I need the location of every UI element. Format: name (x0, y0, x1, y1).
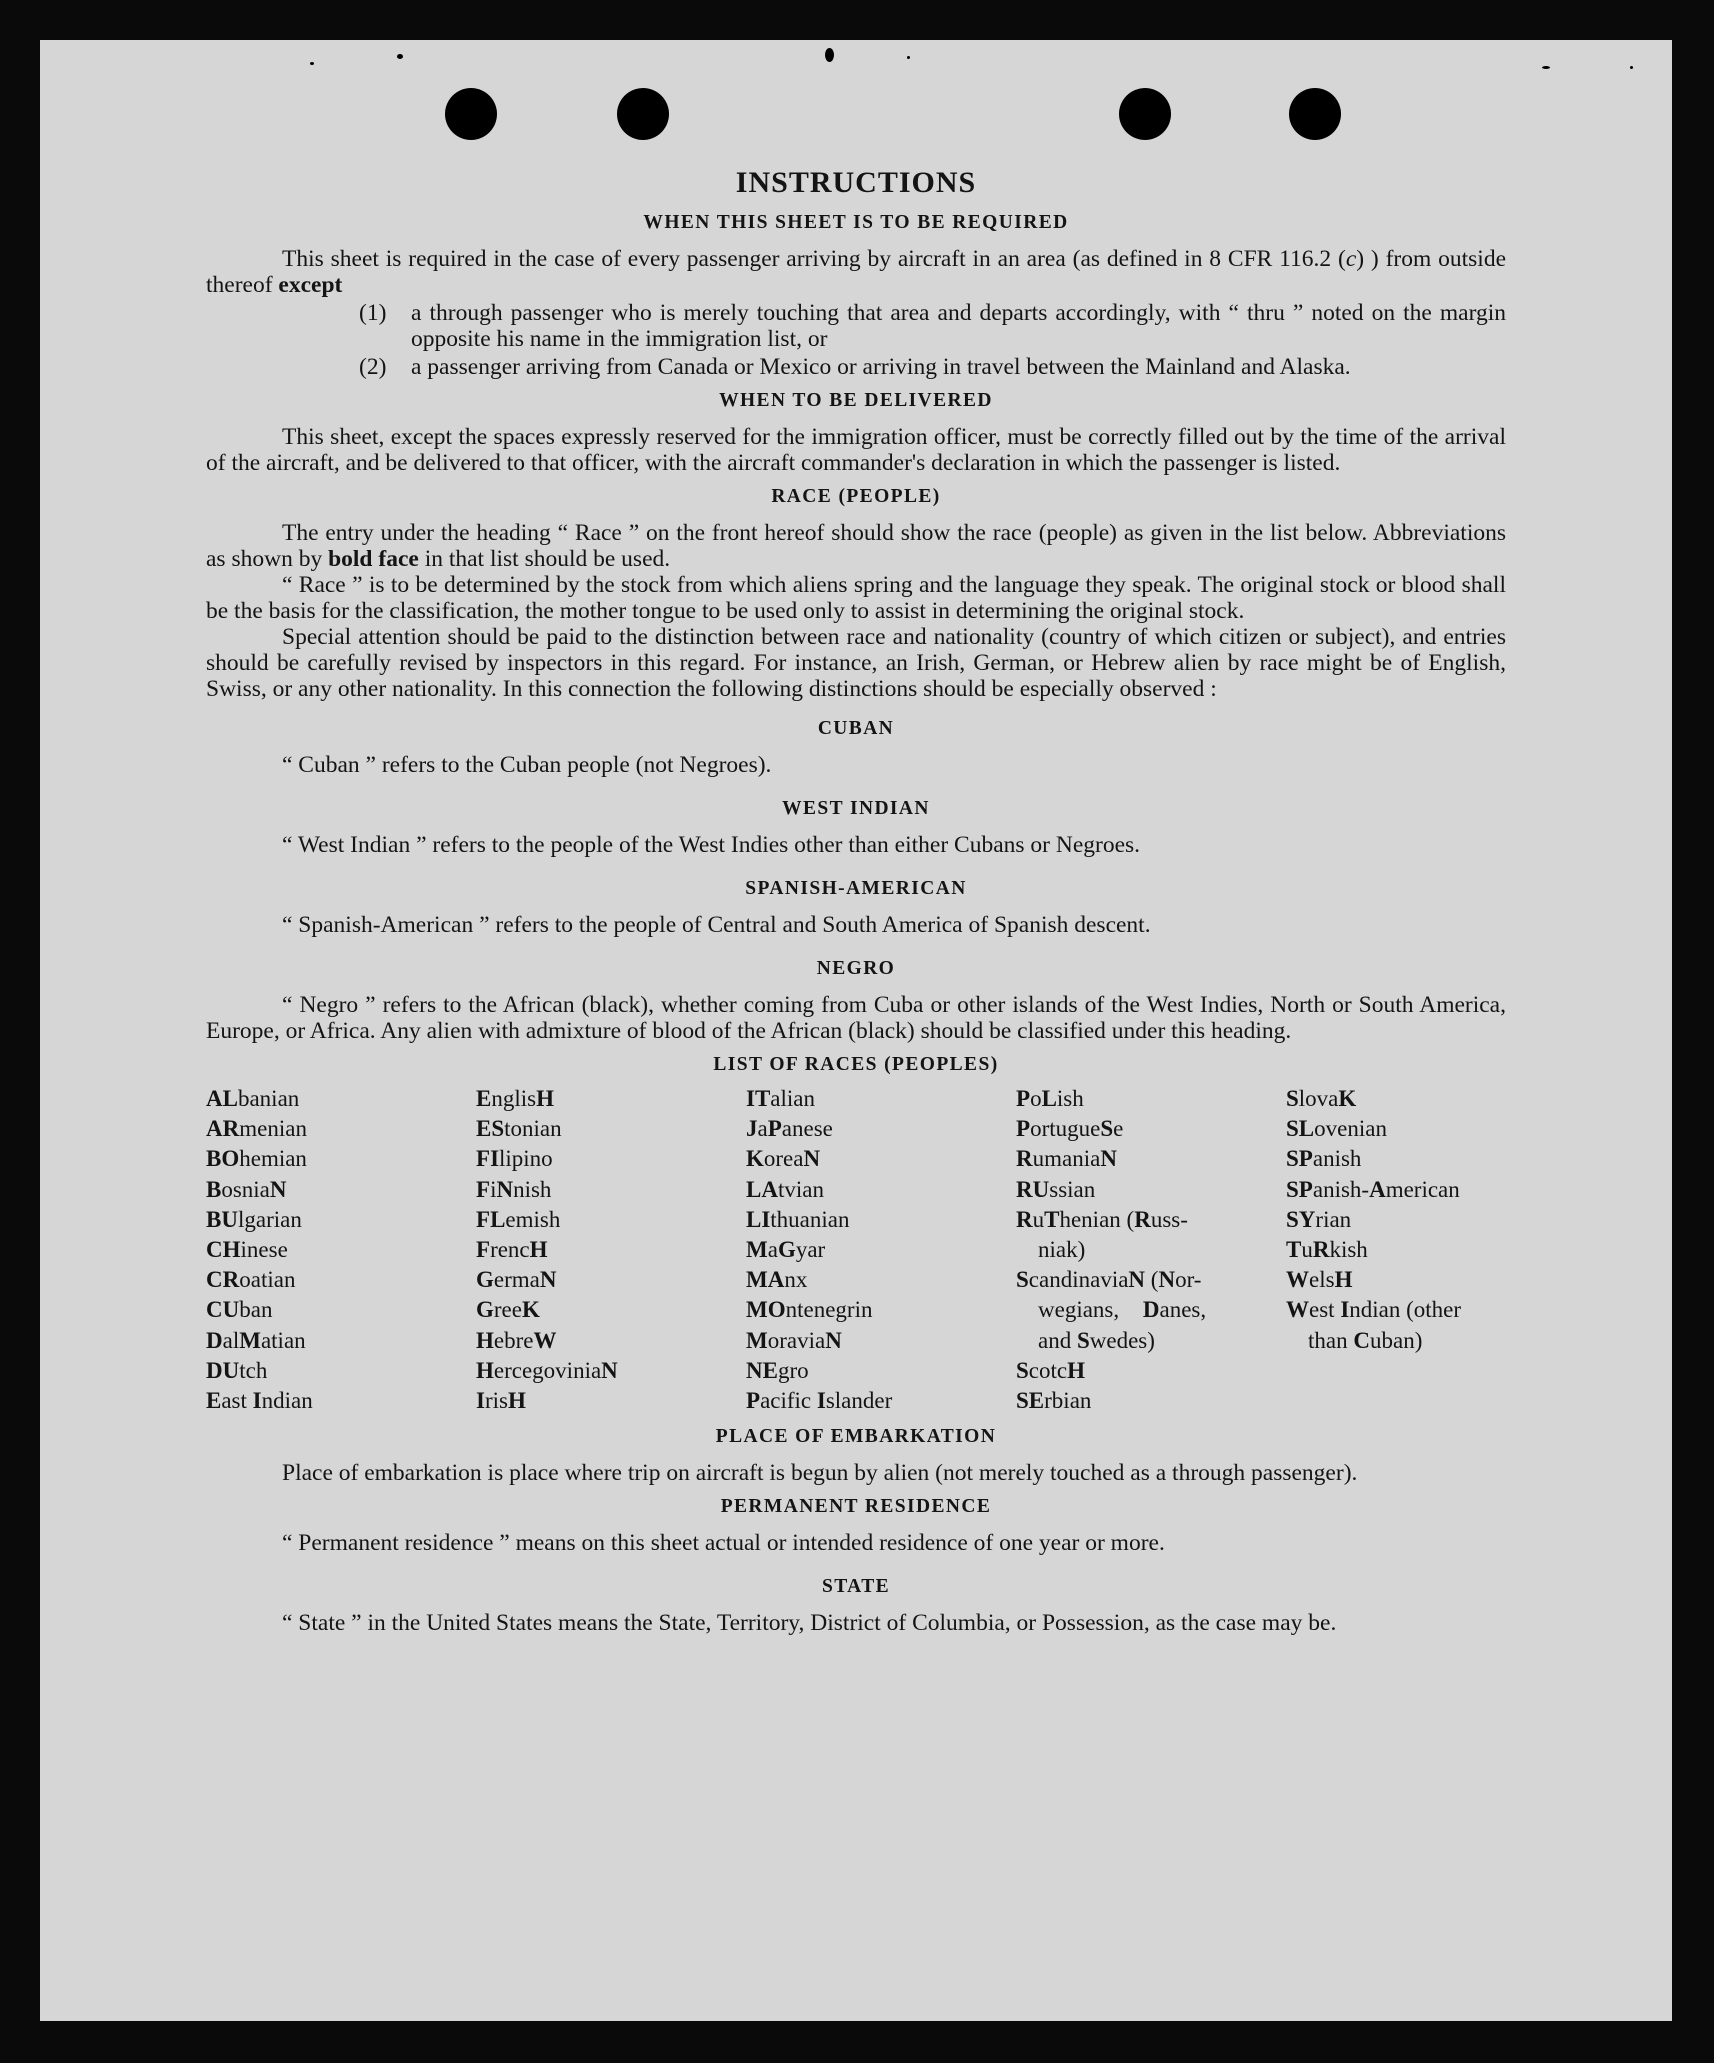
race-entry: JaPanese (746, 1116, 833, 1142)
punch-hole (1119, 88, 1171, 140)
intro-text: This sheet is required in the case of every passenger arriving by aircraft in an area (as defined in 8 CFR 116.2 ( (282, 246, 1346, 272)
race-entry: FiNnish (476, 1176, 552, 1202)
permanent-residence-text: “ Permanent residence ” means on this sheet actual or intended residence of one year or more. (282, 1530, 1165, 1557)
race-entry: East Indian (206, 1388, 313, 1414)
intro-italic: c (1345, 246, 1357, 272)
race-entry: Pacific Islander (746, 1388, 893, 1414)
race-entry: ITalian (746, 1086, 815, 1111)
race-entry: ARmenian (206, 1116, 307, 1142)
race-entry: GreeK (476, 1297, 540, 1323)
race-entry: KoreaN (746, 1146, 821, 1172)
race-entry: EnglisH (476, 1086, 554, 1111)
race-entry: LIthuanian (746, 1206, 850, 1232)
race-entry: DalMatian (206, 1327, 306, 1353)
race-entry: BosniaN (206, 1176, 287, 1202)
section-heading-cuban: CUBAN (817, 718, 895, 739)
list-item-text: a through passenger who is merely touching that area and departs accordingly, with “ thru ” noted on the margin opposite his name in the immigration list, or (411, 300, 1506, 352)
race-entry: CHinese (206, 1237, 288, 1263)
race-list-column (1286, 1084, 1506, 1416)
list-item (359, 354, 1506, 380)
race-p1-bold: bold face (328, 546, 419, 572)
race-paragraph-3: Special attention should be paid to the distinction between race and nationality (country of which citizen or subject), and entries should be carefully revised by inspectors in this regard. For instance, an Irish, German, or Hebrew alien by race might be of English, Swiss, or any other nationality. In this connection the following distinctions should be especially observed : (206, 624, 1506, 702)
section-heading-embarkation: PLACE OF EMBARKATION (715, 1426, 997, 1448)
race-entry: GermaN (476, 1267, 557, 1293)
race-list-grid (206, 1084, 1506, 1416)
race-entry: IrisH (476, 1388, 526, 1414)
section-heading-state: STATE (821, 1576, 891, 1598)
list-item-number: (2) (359, 354, 387, 380)
page-title: INSTRUCTIONS (735, 166, 977, 199)
negro-text: “ Negro ” refers to the African (black), whether coming from Cuba or other islands of the West Indies, North or South America, Europe, or Africa. Any alien with admixture of blood of the African (black) should be classified under this heading. (206, 992, 1506, 1044)
race-list-column (1016, 1084, 1286, 1416)
intro-text-end: ) ) from outside thereof (206, 246, 1507, 298)
section-heading-permanent-residence: PERMANENT RESIDENCE (720, 1496, 992, 1518)
race-entry: BOhemian (206, 1146, 307, 1172)
section-heading-negro: NEGRO (816, 958, 896, 979)
race-entry: SPanish-American (1286, 1176, 1460, 1202)
race-entry: HebreW (476, 1327, 557, 1353)
race-entry-continuation: niak) (1038, 1237, 1086, 1263)
race-entry: PoLish (1016, 1086, 1084, 1111)
list-item-number: (1) (359, 300, 387, 326)
race-entry-continuation: than Cuban) (1308, 1327, 1423, 1353)
race-entry: RUssian (1016, 1176, 1096, 1202)
race-entry: RumaniaN (1016, 1146, 1117, 1172)
race-entry: MOntenegrin (746, 1297, 873, 1323)
race-entry: ScotcH (1016, 1357, 1085, 1383)
section-heading-list-of-races: LIST OF RACES (PEOPLES) (713, 1054, 999, 1075)
race-entry: CUban (206, 1297, 273, 1323)
race-list-column (206, 1084, 476, 1416)
race-list-column (476, 1084, 746, 1416)
when-required-intro (206, 246, 1506, 298)
race-entry-continuation: wegians, Danes, (1038, 1297, 1207, 1323)
section-heading-spanish-american: SPANISH-AMERICAN (745, 878, 967, 899)
race-entry: FIlipino (476, 1146, 553, 1172)
intro-bold-except: except (278, 272, 343, 298)
list-item (359, 300, 1506, 352)
section-heading-race: RACE (PEOPLE) (771, 486, 941, 507)
race-entry: RuThenian (Russ- (1016, 1206, 1188, 1232)
state-text: “ State ” in the United States means the State, Territory, District of Columbia, or Possession, as the case may be. (282, 1610, 1337, 1637)
race-entry: WelsH (1286, 1267, 1353, 1293)
section-heading-west-indian: WEST INDIAN (782, 798, 930, 819)
race-entry: MaGyar (746, 1237, 826, 1263)
speck (1542, 66, 1550, 69)
race-entry: MoraviaN (746, 1327, 842, 1353)
race-entry: ScandinaviaN (Nor- (1016, 1267, 1202, 1293)
race-entry: PortugueSe (1016, 1116, 1124, 1142)
list-item-text: a passenger arriving from Canada or Mexico or arriving in travel between the Mainland and Alaska. (411, 354, 1351, 380)
race-entry: SlovaK (1286, 1086, 1357, 1111)
punch-hole (617, 88, 669, 140)
race-entry: NEgro (746, 1357, 809, 1383)
race-entry: MAnx (746, 1267, 808, 1293)
race-entry: FrencH (476, 1237, 548, 1263)
speck (825, 48, 834, 62)
race-paragraph-2: “ Race ” is to be determined by the stock from which aliens spring and the language they speak. The original stock or blood shall be the basis for the classification, the mother tongue to be used only to assist in determining the original stock. (206, 572, 1506, 624)
race-entry: EStonian (476, 1116, 562, 1142)
race-entry: ALbanian (206, 1086, 300, 1111)
speck (397, 54, 403, 59)
race-entry: BUlgarian (206, 1206, 302, 1232)
cuban-text: “ Cuban ” refers to the Cuban people (not Negroes). (282, 752, 772, 778)
race-paragraph-1 (206, 520, 1506, 572)
when-delivered-text: This sheet, except the spaces expressly reserved for the immigration officer, must be correctly filled out by the time of the arrival of the aircraft, and be delivered to that officer, with the aircraft commander's declaration in which the passenger is listed. (206, 424, 1506, 476)
west-indian-text: “ West Indian ” refers to the people of the West Indies other than either Cubans or Negroes. (282, 832, 1141, 858)
section-heading-when-required: WHEN THIS SHEET IS TO BE REQUIRED (643, 212, 1069, 233)
race-entry: SErbian (1016, 1388, 1092, 1414)
race-entry: West Indian (other (1286, 1297, 1462, 1323)
race-entry: CRoatian (206, 1267, 296, 1293)
punch-hole (1289, 88, 1341, 140)
speck (310, 62, 314, 65)
race-entry: FLemish (476, 1206, 561, 1232)
speck (907, 56, 910, 59)
race-entry: SLovenian (1286, 1116, 1387, 1142)
race-list-column (746, 1084, 1016, 1416)
race-entry: DUtch (206, 1357, 268, 1383)
instructions-content (206, 166, 1507, 1637)
race-entry: LAtvian (746, 1176, 824, 1202)
race-entry-continuation: and Swedes) (1038, 1327, 1155, 1353)
section-heading-when-delivered: WHEN TO BE DELIVERED (719, 390, 993, 411)
race-entry: TuRkish (1286, 1237, 1368, 1263)
speck (1630, 66, 1633, 69)
race-p1-text-end: in that list should be used. (418, 546, 671, 572)
race-entry: HercegoviniaN (476, 1357, 618, 1383)
punch-hole (445, 88, 497, 140)
embarkation-text: Place of embarkation is place where trip on aircraft is begun by alien (not merely touched as a through passenger). (282, 1460, 1358, 1487)
document-sheet (40, 40, 1672, 2021)
race-entry: SPanish (1286, 1146, 1362, 1172)
race-p1-text: The entry under the heading “ Race ” on the front hereof should show the race (people) as given in the list below. Abbreviations as shown by (206, 520, 1506, 572)
spanish-american-text: “ Spanish-American ” refers to the people of Central and South America of Spanish descent. (282, 912, 1151, 938)
race-entry: SYrian (1286, 1206, 1352, 1232)
